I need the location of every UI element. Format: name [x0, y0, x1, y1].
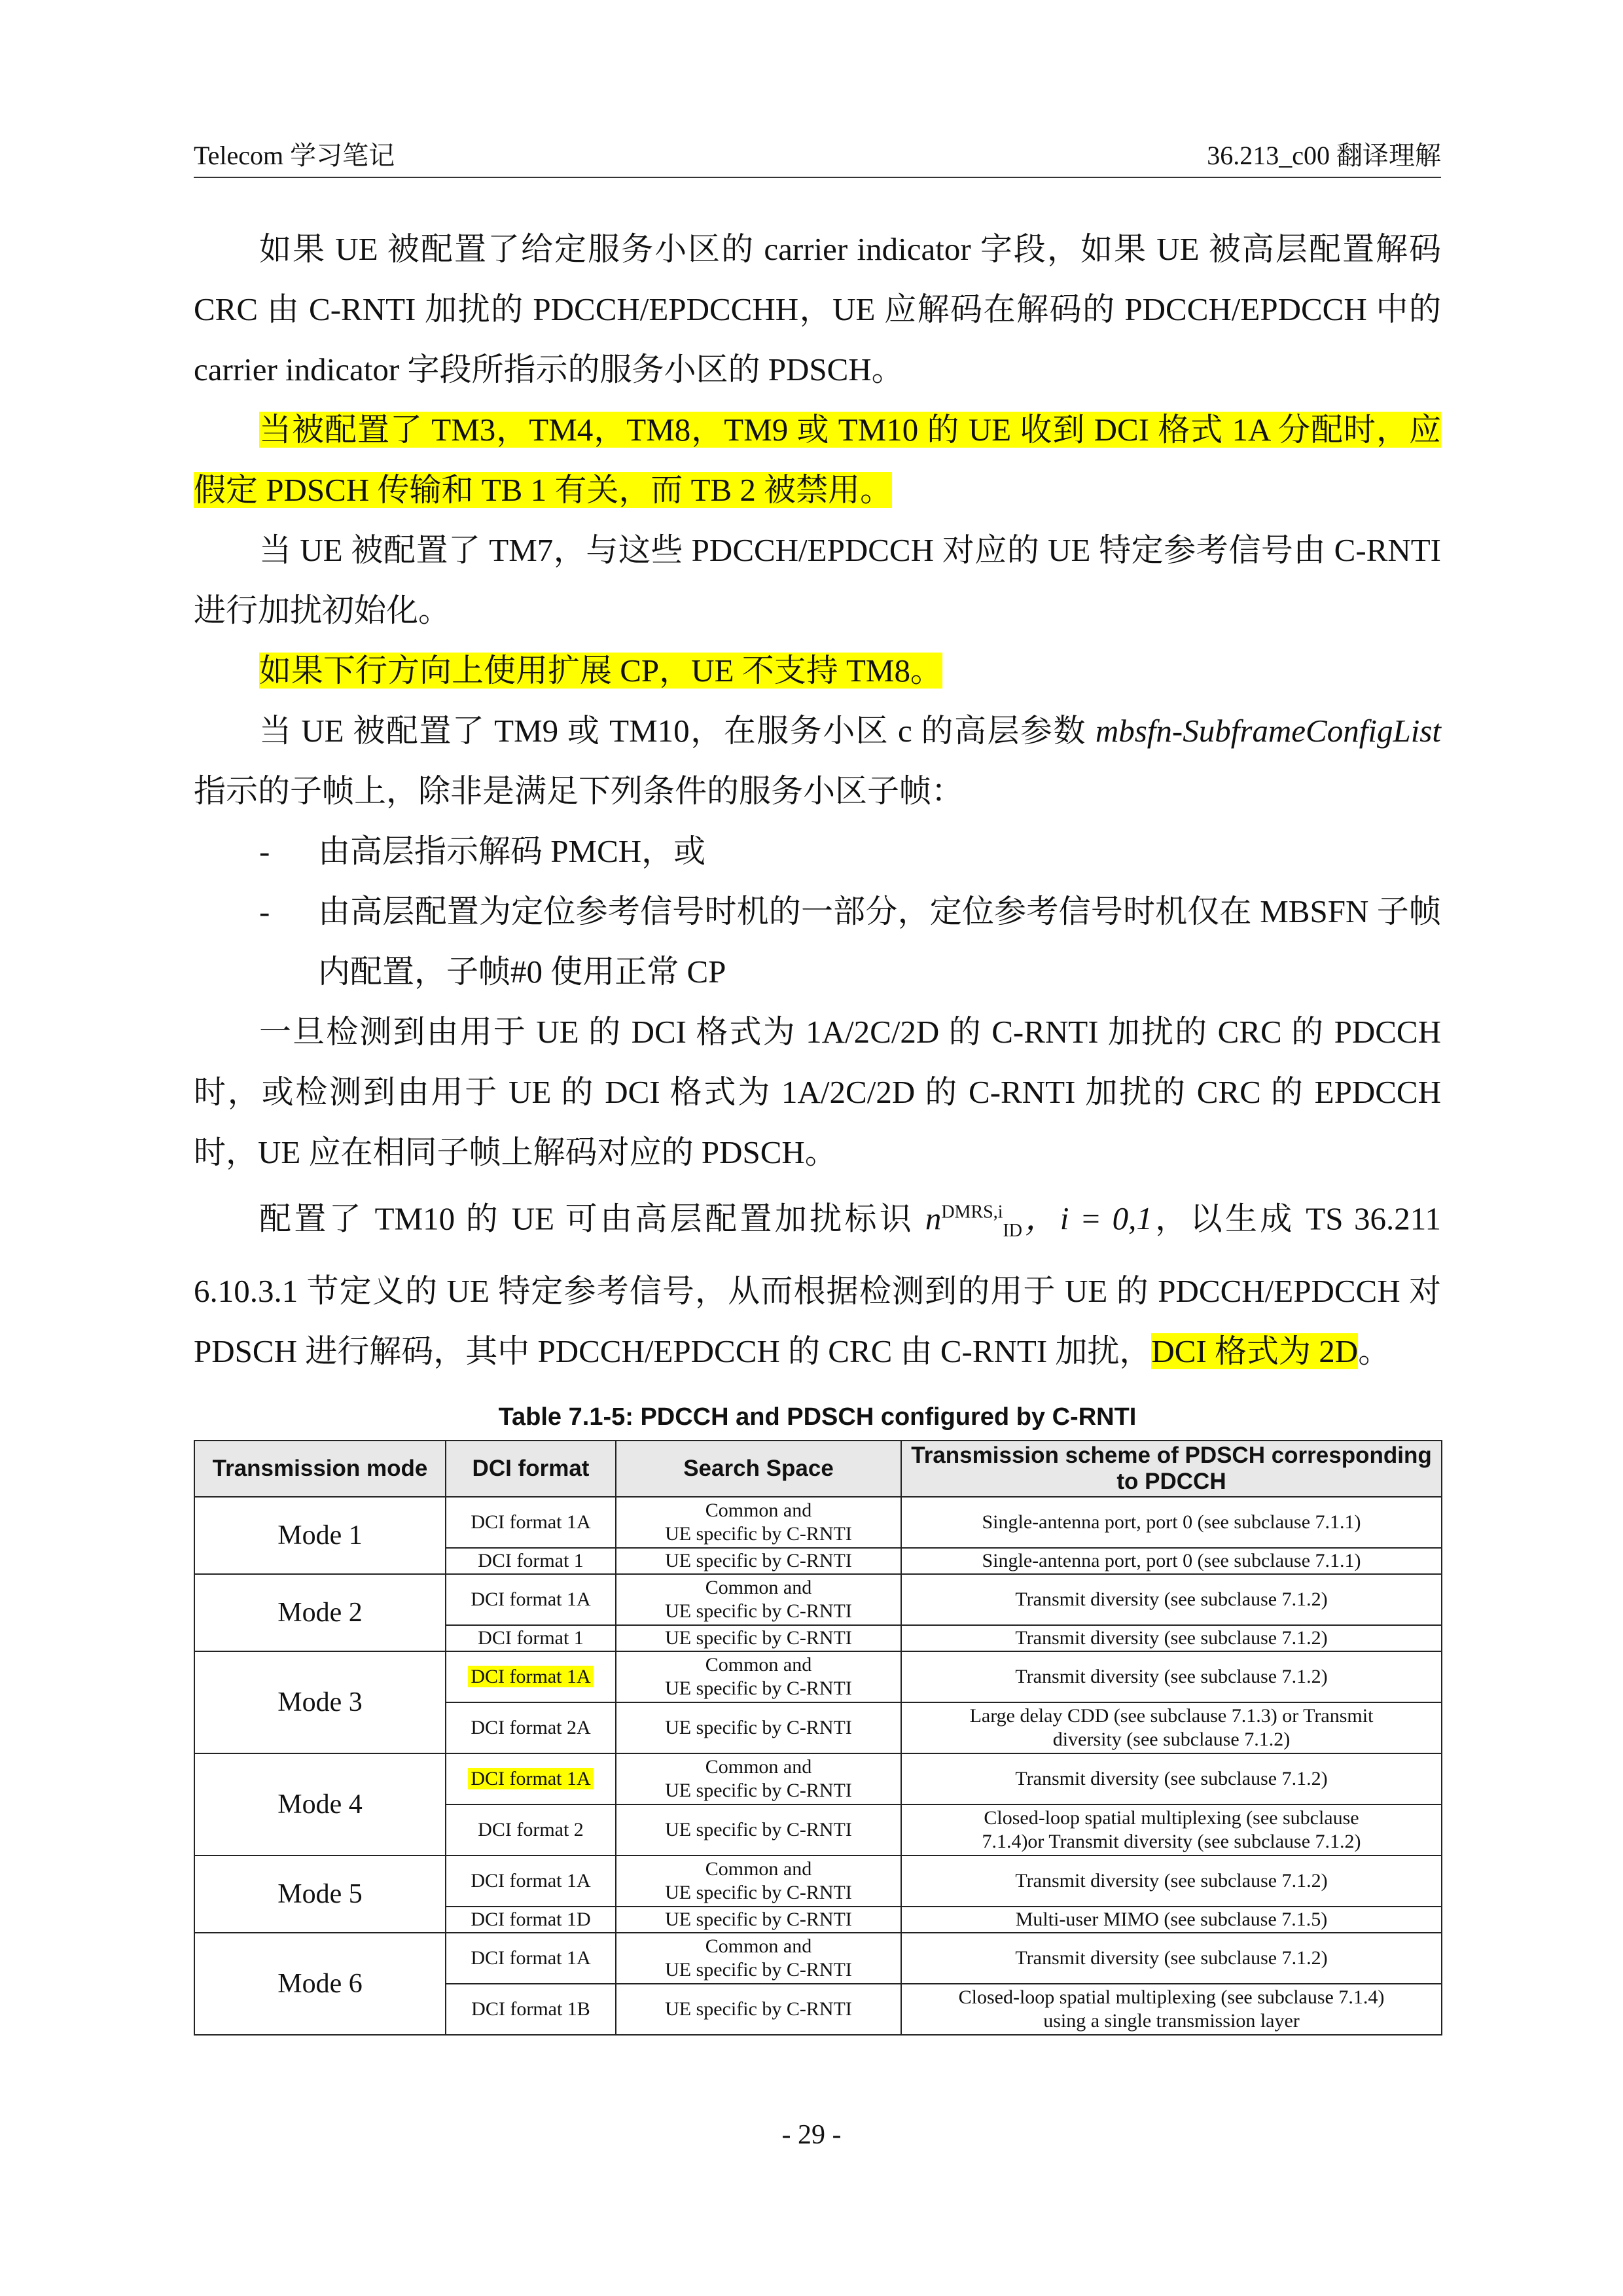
math-superscript: DMRS,i: [941, 1202, 1003, 1223]
dci-cell: DCI format 1A: [446, 1574, 616, 1625]
search-space-cell: Common and UE specific by C-RNTI: [616, 1753, 901, 1804]
dash-item-text: 由高层指示解码 PMCH，或: [318, 833, 706, 869]
highlighted-text: 当被配置了 TM3，TM4，TM8，TM9 或 TM10 的 UE 收到 DCI 格式 1A 分配时，应假定 PDSCH 传输和 TB 1 有关，而 TB 2 被禁用。: [194, 412, 1441, 508]
header-left-title: Telecom 学习笔记: [194, 141, 395, 170]
highlighted-text: DCI 格式为 2D: [1151, 1333, 1359, 1370]
dci-cell: DCI format 1D: [446, 1907, 616, 1933]
scheme-cell: Large delay CDD (see subclause 7.1.3) or Transmit diversity (see subclause 7.1.2): [901, 1702, 1442, 1753]
paragraph-highlighted: [194, 641, 1441, 701]
search-space-cell: Common and UE specific by C-RNTI: [616, 1856, 901, 1907]
paragraph-part: ，以生成 TS 36.211 6.10.3.1 节定义的 UE 特定参考信号，从而根据检测到的用于 UE 的 PDCCH/EPDCCH 对 PDSCH 进行解码，其中 PDCCH/EPDCCH 的 CRC 由 C-RNTI 加扰，: [194, 1200, 1441, 1370]
dash-item-text: 由高层配置为定位参考信号时机的一部分，定位参考信号时机仅在 MBSFN 子帧内配置，子帧#0 使用正常 CP: [318, 893, 1441, 990]
page-number: - 29 -: [781, 2120, 842, 2150]
paragraph: 当 UE 被配置了 TM7，与这些 PDCCH/EPDCCH 对应的 UE 特定参考信号由 C-RNTI 进行加扰初始化。: [194, 532, 1441, 628]
mode-cell: Mode 6: [194, 1933, 446, 2035]
scheme-cell: Transmit diversity (see subclause 7.1.2): [901, 1574, 1442, 1625]
paragraph: 一旦检测到由用于 UE 的 DCI 格式为 1A/2C/2D 的 C-RNTI 加扰的 CRC 的 PDCCH 时，或检测到由用于 UE 的 DCI 格式为 1A/2C/2D 的 C-RNTI 加扰的 CRC 的 EPDCCH 时，UE 应在相同子帧上解码对应的 PDSCH。: [194, 1014, 1441, 1170]
scheme-cell: Multi-user MIMO (see subclause 7.1.5): [901, 1907, 1442, 1933]
dci-cell: DCI format 2: [446, 1804, 616, 1856]
highlighted-dci: DCI format 1A: [468, 1666, 593, 1687]
dash-item: [194, 821, 1441, 882]
paragraph: [194, 701, 1441, 821]
column-header: Transmission scheme of PDSCH corresponding to PDCCH: [901, 1441, 1442, 1497]
dci-cell: DCI format 1A: [446, 1856, 616, 1907]
paragraph-highlighted: [194, 400, 1441, 520]
dci-cell: DCI format 1B: [446, 1984, 616, 2035]
table-header-row: [194, 1441, 1442, 1497]
search-space-cell: Common and UE specific by C-RNTI: [616, 1497, 901, 1548]
column-header: Transmission mode: [194, 1441, 446, 1497]
math-index: ，i = 0,1: [1022, 1200, 1152, 1237]
scheme-cell: Transmit diversity (see subclause 7.1.2): [901, 1933, 1442, 1984]
math-subscript: ID: [1003, 1221, 1023, 1242]
search-space-cell: UE specific by C-RNTI: [616, 1804, 901, 1856]
search-space-cell: UE specific by C-RNTI: [616, 1548, 901, 1574]
scheme-cell: Single-antenna port, port 0 (see subclause 7.1.1): [901, 1497, 1442, 1548]
table-row: [194, 1497, 1442, 1548]
dash-mark: -: [259, 833, 270, 869]
scheme-cell: Single-antenna port, port 0 (see subclause 7.1.1): [901, 1548, 1442, 1574]
dci-cell: DCI format 1: [446, 1548, 616, 1574]
table-row: [194, 1933, 1442, 1984]
paragraph-part: 配置了 TM10 的 UE 可由高层配置加扰标识: [259, 1200, 925, 1237]
paragraph: 如果 UE 被配置了给定服务小区的 carrier indicator 字段，如果 UE 被高层配置解码 CRC 由 C-RNTI 加扰的 PDCCH/EPDCCHH，UE 应解码在解码的 PDCCH/EPDCCH 中的 carrier indicator 字段所指示的服务小区的 PDSCH。: [194, 231, 1441, 387]
math-n: n: [925, 1200, 942, 1237]
search-space-cell: UE specific by C-RNTI: [616, 1625, 901, 1651]
dci-table: [194, 1440, 1442, 2036]
highlighted-dci: DCI format 1A: [468, 1768, 593, 1789]
scheme-cell: Transmit diversity (see subclause 7.1.2): [901, 1651, 1442, 1702]
math-symbol: [925, 1200, 1152, 1242]
mode-cell: Mode 2: [194, 1574, 446, 1651]
scheme-cell: Transmit diversity (see subclause 7.1.2): [901, 1625, 1442, 1651]
table-row: [194, 1856, 1442, 1907]
mode-cell: Mode 4: [194, 1753, 446, 1856]
table-row: [194, 1753, 1442, 1804]
scheme-cell: Closed-loop spatial multiplexing (see subclause 7.1.4)or Transmit diversity (see subclause 7.1.2): [901, 1804, 1442, 1856]
dci-cell: DCI format 1A: [446, 1497, 616, 1548]
search-space-cell: UE specific by C-RNTI: [616, 1907, 901, 1933]
search-space-cell: Common and UE specific by C-RNTI: [616, 1651, 901, 1702]
page-header: [194, 135, 1441, 178]
table-row: [194, 1651, 1442, 1702]
dci-cell: [446, 1651, 616, 1702]
table-row: [194, 1574, 1442, 1625]
scheme-cell: Closed-loop spatial multiplexing (see subclause 7.1.4) using a single transmission layer: [901, 1984, 1442, 2035]
mode-cell: Mode 5: [194, 1856, 446, 1933]
dci-cell: [446, 1753, 616, 1804]
mode-cell: Mode 1: [194, 1497, 446, 1574]
dci-cell: DCI format 1A: [446, 1933, 616, 1984]
column-header: DCI format: [446, 1441, 616, 1497]
header-right-title: 36.213_c00 翻译理解: [1207, 141, 1441, 170]
paragraph-part: 当 UE 被配置了 TM9 或 TM10，在服务小区 c 的高层参数: [259, 713, 1096, 749]
search-space-cell: UE specific by C-RNTI: [616, 1984, 901, 2035]
mode-cell: Mode 3: [194, 1651, 446, 1753]
dci-cell: DCI format 2A: [446, 1702, 616, 1753]
scheme-cell: Transmit diversity (see subclause 7.1.2): [901, 1753, 1442, 1804]
parameter-name: mbsfn-SubframeConfigList: [1095, 713, 1441, 749]
column-header: Search Space: [616, 1441, 901, 1497]
highlighted-text: 如果下行方向上使用扩展 CP，UE 不支持 TM8。: [259, 653, 943, 689]
dash-item: [194, 882, 1441, 1002]
paragraph: [194, 1183, 1441, 1382]
search-space-cell: Common and UE specific by C-RNTI: [616, 1574, 901, 1625]
table-title: Table 7.1-5: PDCCH and PDSCH configured by C-RNTI: [498, 1403, 1137, 1431]
dci-cell: DCI format 1: [446, 1625, 616, 1651]
scheme-cell: Transmit diversity (see subclause 7.1.2): [901, 1856, 1442, 1907]
search-space-cell: Common and UE specific by C-RNTI: [616, 1933, 901, 1984]
search-space-cell: UE specific by C-RNTI: [616, 1702, 901, 1753]
body-text: [194, 219, 1441, 1382]
paragraph-part: 。: [1358, 1333, 1391, 1370]
dash-mark: -: [259, 893, 270, 929]
paragraph-part: 指示的子帧上，除非是满足下列条件的服务小区子帧：: [194, 773, 964, 809]
